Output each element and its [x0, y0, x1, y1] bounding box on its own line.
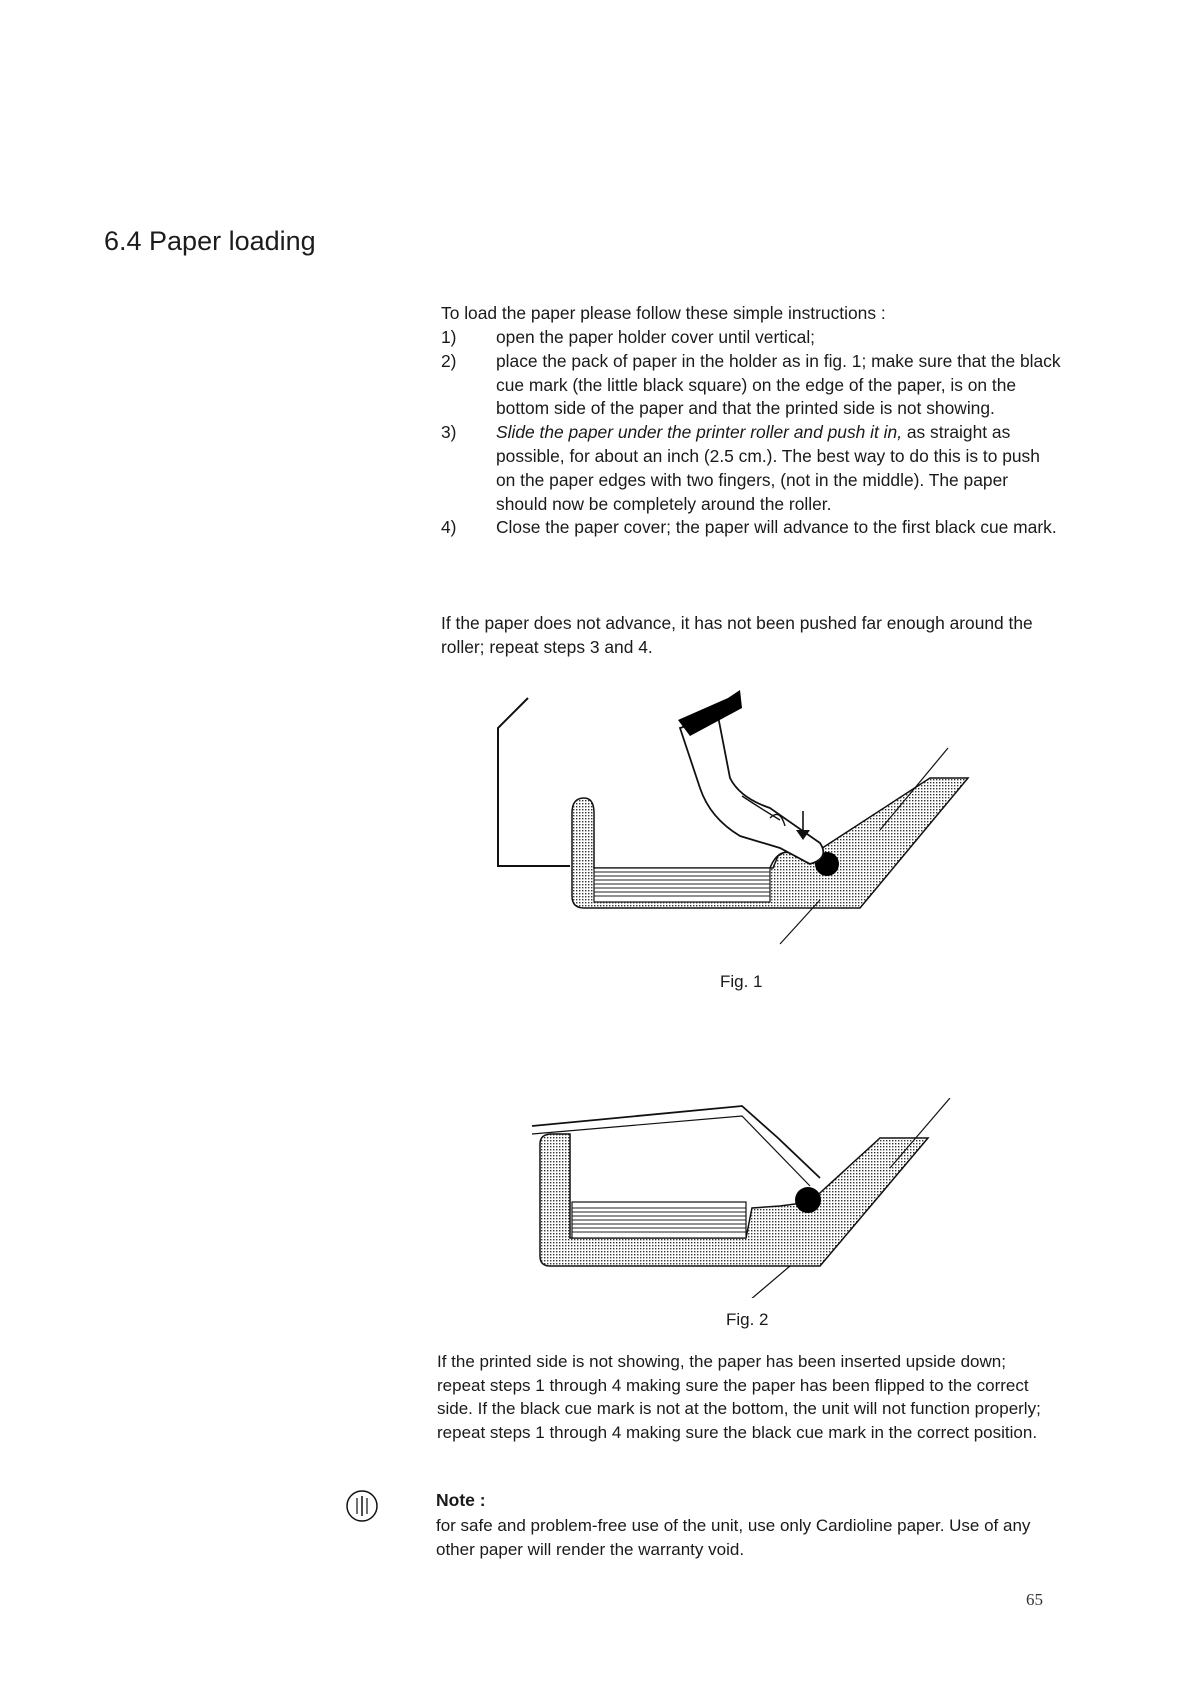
step-text: Close the paper cover; the paper will advance to the first black cue mark. — [496, 517, 1057, 538]
step-text — [496, 421, 1061, 516]
step-number: 3) — [441, 422, 457, 443]
section-title: 6.4 Paper loading — [104, 226, 316, 256]
figure-1-caption: Fig. 1 — [720, 972, 763, 991]
hand-drawing — [680, 716, 823, 864]
step-text-rest: as straight as possible, for about an inch (2.5 cm.). The best way to do this is to push on the paper edges with two fingers, (not in the middle). The paper should now be completely around the roller. — [496, 422, 1040, 514]
closed-cover — [532, 1106, 820, 1178]
paper-stack-lines — [572, 1208, 746, 1232]
step-text-italic: Slide the paper under the printer roller and push it in, — [496, 422, 903, 443]
page-number: 65 — [1026, 1590, 1043, 1609]
warning-icon — [344, 1488, 380, 1524]
steps-list — [441, 326, 1061, 540]
paper-stack — [594, 868, 770, 902]
figure-2-caption: Fig. 2 — [726, 1310, 769, 1329]
step-number: 1) — [441, 327, 457, 347]
step-2 — [441, 350, 1061, 421]
note-label: Note : — [436, 1490, 486, 1510]
step-text: place the pack of paper in the holder as in fig. 1; make sure that the black cue mark (the little black square) on the edge of the paper, is on the bottom side of the paper and that the printed side is not showing. — [496, 350, 1061, 419]
printer-roller — [795, 1187, 821, 1213]
paper-stack-lines — [594, 872, 770, 896]
step-4 — [441, 516, 1061, 540]
step-3 — [441, 421, 1061, 516]
step-number: 4) — [441, 517, 457, 538]
note-text: for safe and problem-free use of the unit, use only Cardioline paper. Use of any other paper will render the warranty void. — [436, 1516, 1031, 1559]
step-number: 2) — [441, 350, 457, 371]
step-text: open the paper holder cover until vertical; — [496, 327, 816, 347]
step-1 — [441, 326, 1061, 350]
figure-1-illustration — [480, 668, 1000, 958]
figure-2-illustration — [520, 1098, 980, 1298]
instructions-intro: To load the paper please follow these simple instructions : — [441, 303, 886, 323]
paper-holder — [540, 1134, 928, 1266]
inversion-paragraph: If the printed side is not showing, the paper has been inserted upside down; repeat steps 1 through 4 making sure the paper has been flipped to the correct side. If the black cue mark is not at the bottom, the unit will not function properly; repeat steps 1 through 4 making sure the black cue mark in the correct position. — [437, 1352, 1041, 1442]
advance-note: If the paper does not advance, it has not been pushed far enough around the roller; repeat steps 3 and 4. — [441, 613, 1033, 657]
cover-outline — [498, 698, 570, 866]
